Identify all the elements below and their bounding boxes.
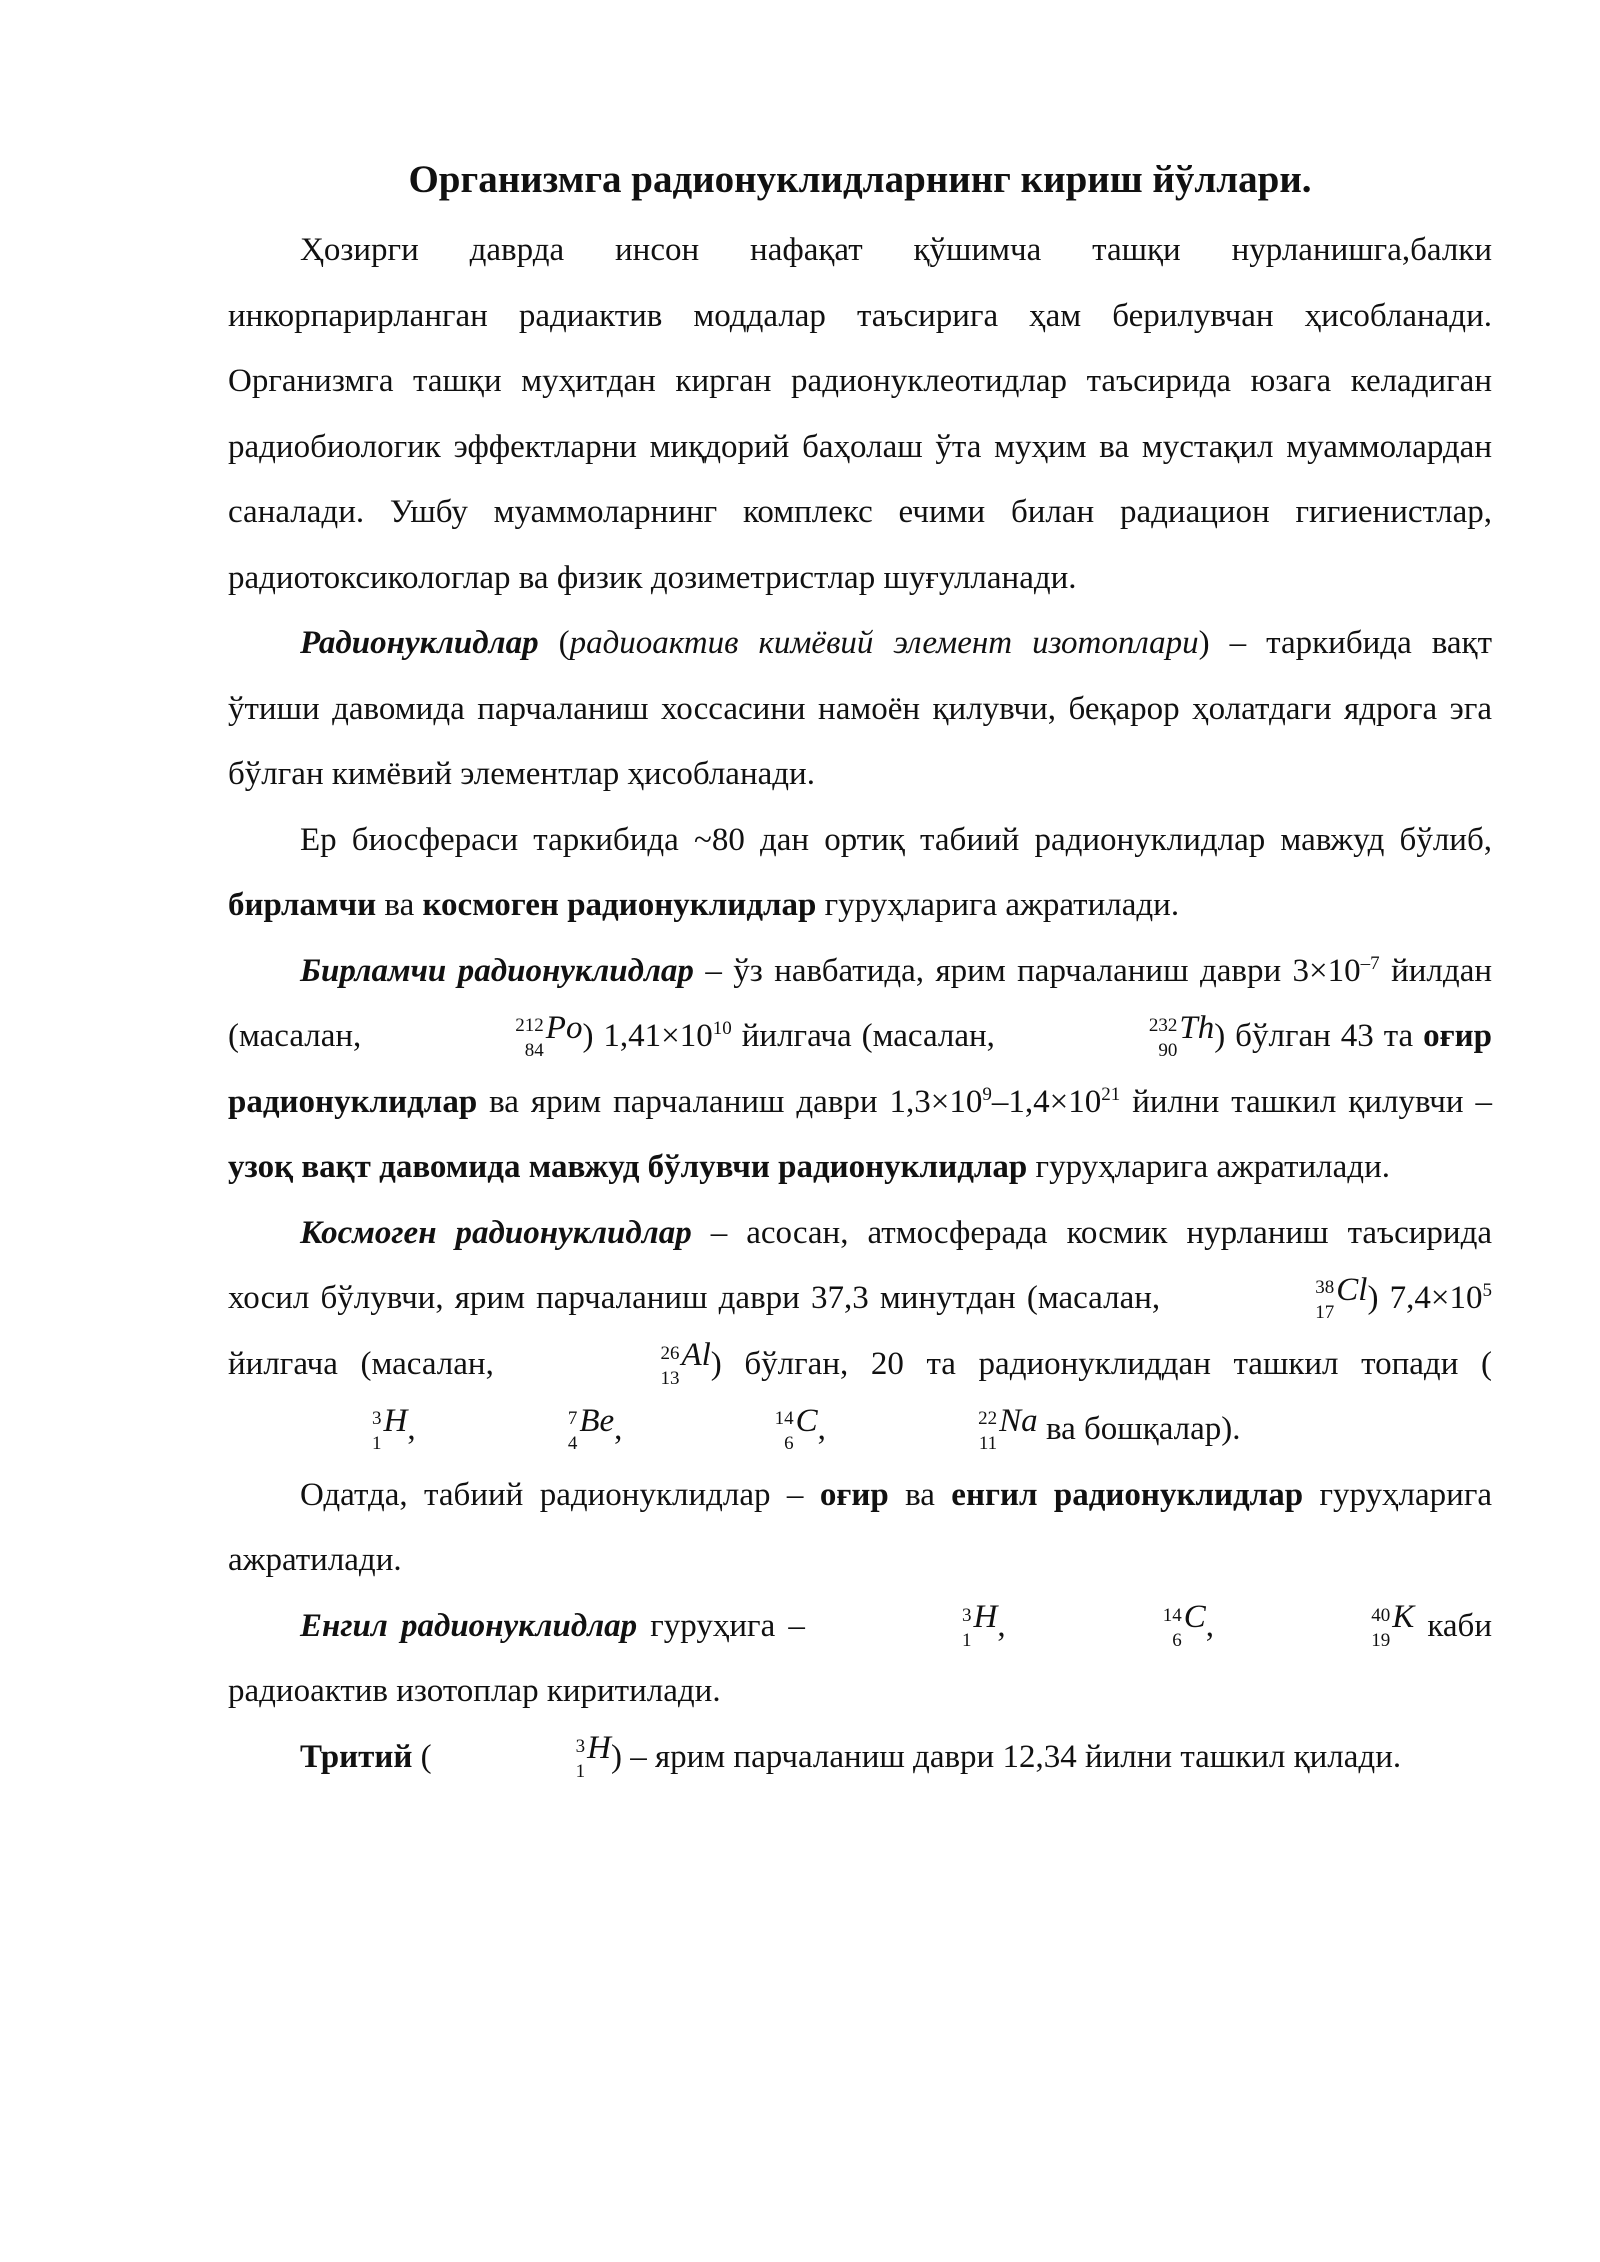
isotope-k-40: 40 19 K xyxy=(1371,1599,1415,1651)
isotope-cl-38: 38 17 Cl xyxy=(1315,1271,1368,1324)
paragraph-light-radionuclides: Енгил радионуклидлар гуруҳига – 3 1 H, 14 6 C, 40 19 K каби радиоактив изотоплар киритилади. xyxy=(228,1599,1492,1709)
document-title: Организмга радионуклидларнинг кириш йўллари. xyxy=(408,158,1312,201)
paragraph-biosphere: Ер биосфераси таркибида ~80 дан ортиқ табиий радионуклидлар мавжуд бўлиб, бирламчи ва космоген радионуклидлар гуруҳларига ажратилади. xyxy=(228,821,1492,923)
paragraph-tritium: Тритий ( 3 1 H) – ярим парчаланиш даври 12,34 йилни ташкил қилади. xyxy=(300,1730,1402,1782)
paragraph-heavy-light: Одатда, табиий радионуклидлар – оғир ва енгил радионуклидлар гуруҳларига ажратилади. xyxy=(228,1476,1493,1578)
term-tritium: Тритий xyxy=(300,1738,413,1775)
isotope-c-14: 14 6 C xyxy=(774,1402,818,1455)
isotope-h-3: 3 1 H xyxy=(962,1599,998,1651)
paragraph-radionuclides-definition: Радионуклидлар (радиоактив кимёвий элемент изотоплари) – таркибида вақт ўтиши давомида парчаланиш хоссасини намоён қилувчи, беқарор ҳолатдаги ядрога эга бўлган кимёвий элементлар ҳисобланади. xyxy=(228,625,1492,792)
paragraph-primary-radionuclides: Бирламчи радионуклидлар – ўз навбатида, ярим парчаланиш даври $3\times 10^{-7}$ йилдан (масалан, 212 84 Po) $1,41\times 10^{10}$ йилгача (масалан, 232 90 Th) бўлган 43 та оғир радионуклидлар ва ярим парчаланиш даври $1,3\times 10^9-1,4\times 10^{21}$ йилни ташкил қилувчи – узоқ вақт давомида мавжуд бўлувчи радионуклидлар гуруҳларига ажратилади. xyxy=(228,952,1493,1185)
isotope-h-3: 3 1 H xyxy=(575,1730,611,1782)
isotope-na-22: 22 11 Na xyxy=(978,1402,1038,1455)
isotope-be-7: 7 4 Be xyxy=(567,1402,615,1455)
isotope-po-212: 212 84 Po xyxy=(515,1009,583,1062)
isotope-al-26: 26 13 Al xyxy=(660,1337,711,1389)
term-light-radionuclides: Енгил радионуклидлар xyxy=(300,1607,638,1644)
paragraph-intro: Ҳозирги даврда инсон нафақат қўшимча ташқи нурланишга,балки инкорпарирланган радиактив моддалар таъсирига ҳам берилувчан ҳисобланади. Организмга ташқи муҳитдан кирган радионуклеотидлар таъсирида юзага келадиган радиобиологик эффектларни миқдорий баҳолаш ўта муҳим ва мустақил муаммолардан саналади. Ушбу муаммоларнинг комплекс ечими билан радиацион гигиенистлар, радиотоксикологлар ва физик дозиметристлар шуғулланади. xyxy=(228,232,1492,596)
term-primary-radionuclides: Бирламчи радионуклидлар xyxy=(300,952,694,989)
term-cosmogenic-radionuclides: Космоген радионуклидлар xyxy=(300,1214,692,1251)
isotope-h-3: 3 1 H xyxy=(372,1402,408,1455)
gloss-isotopes: радиоактив кимёвий элемент изотоплари xyxy=(569,625,1199,661)
term-radionuclides: Радионуклидлар xyxy=(300,625,539,661)
isotope-c-14: 14 6 C xyxy=(1162,1599,1206,1651)
isotope-th-232: 232 90 Th xyxy=(1148,1009,1215,1062)
paragraph-cosmogenic-radionuclides: Космоген радионуклидлар – асосан, атмосферада космик нурланиш таъсирида хосил бўлувчи, ярим парчаланиш даври 37,3 минутдан (масалан, 38 17 Cl) $7,4\times 10^5$ йилгача (масалан, 26 13 Al) бўлган, 20 та радионуклиддан ташкил топади ( 3 1 H, 7 4 Be, 14 6 C, 22 11 Na ва бошқалар). xyxy=(228,1214,1493,1455)
